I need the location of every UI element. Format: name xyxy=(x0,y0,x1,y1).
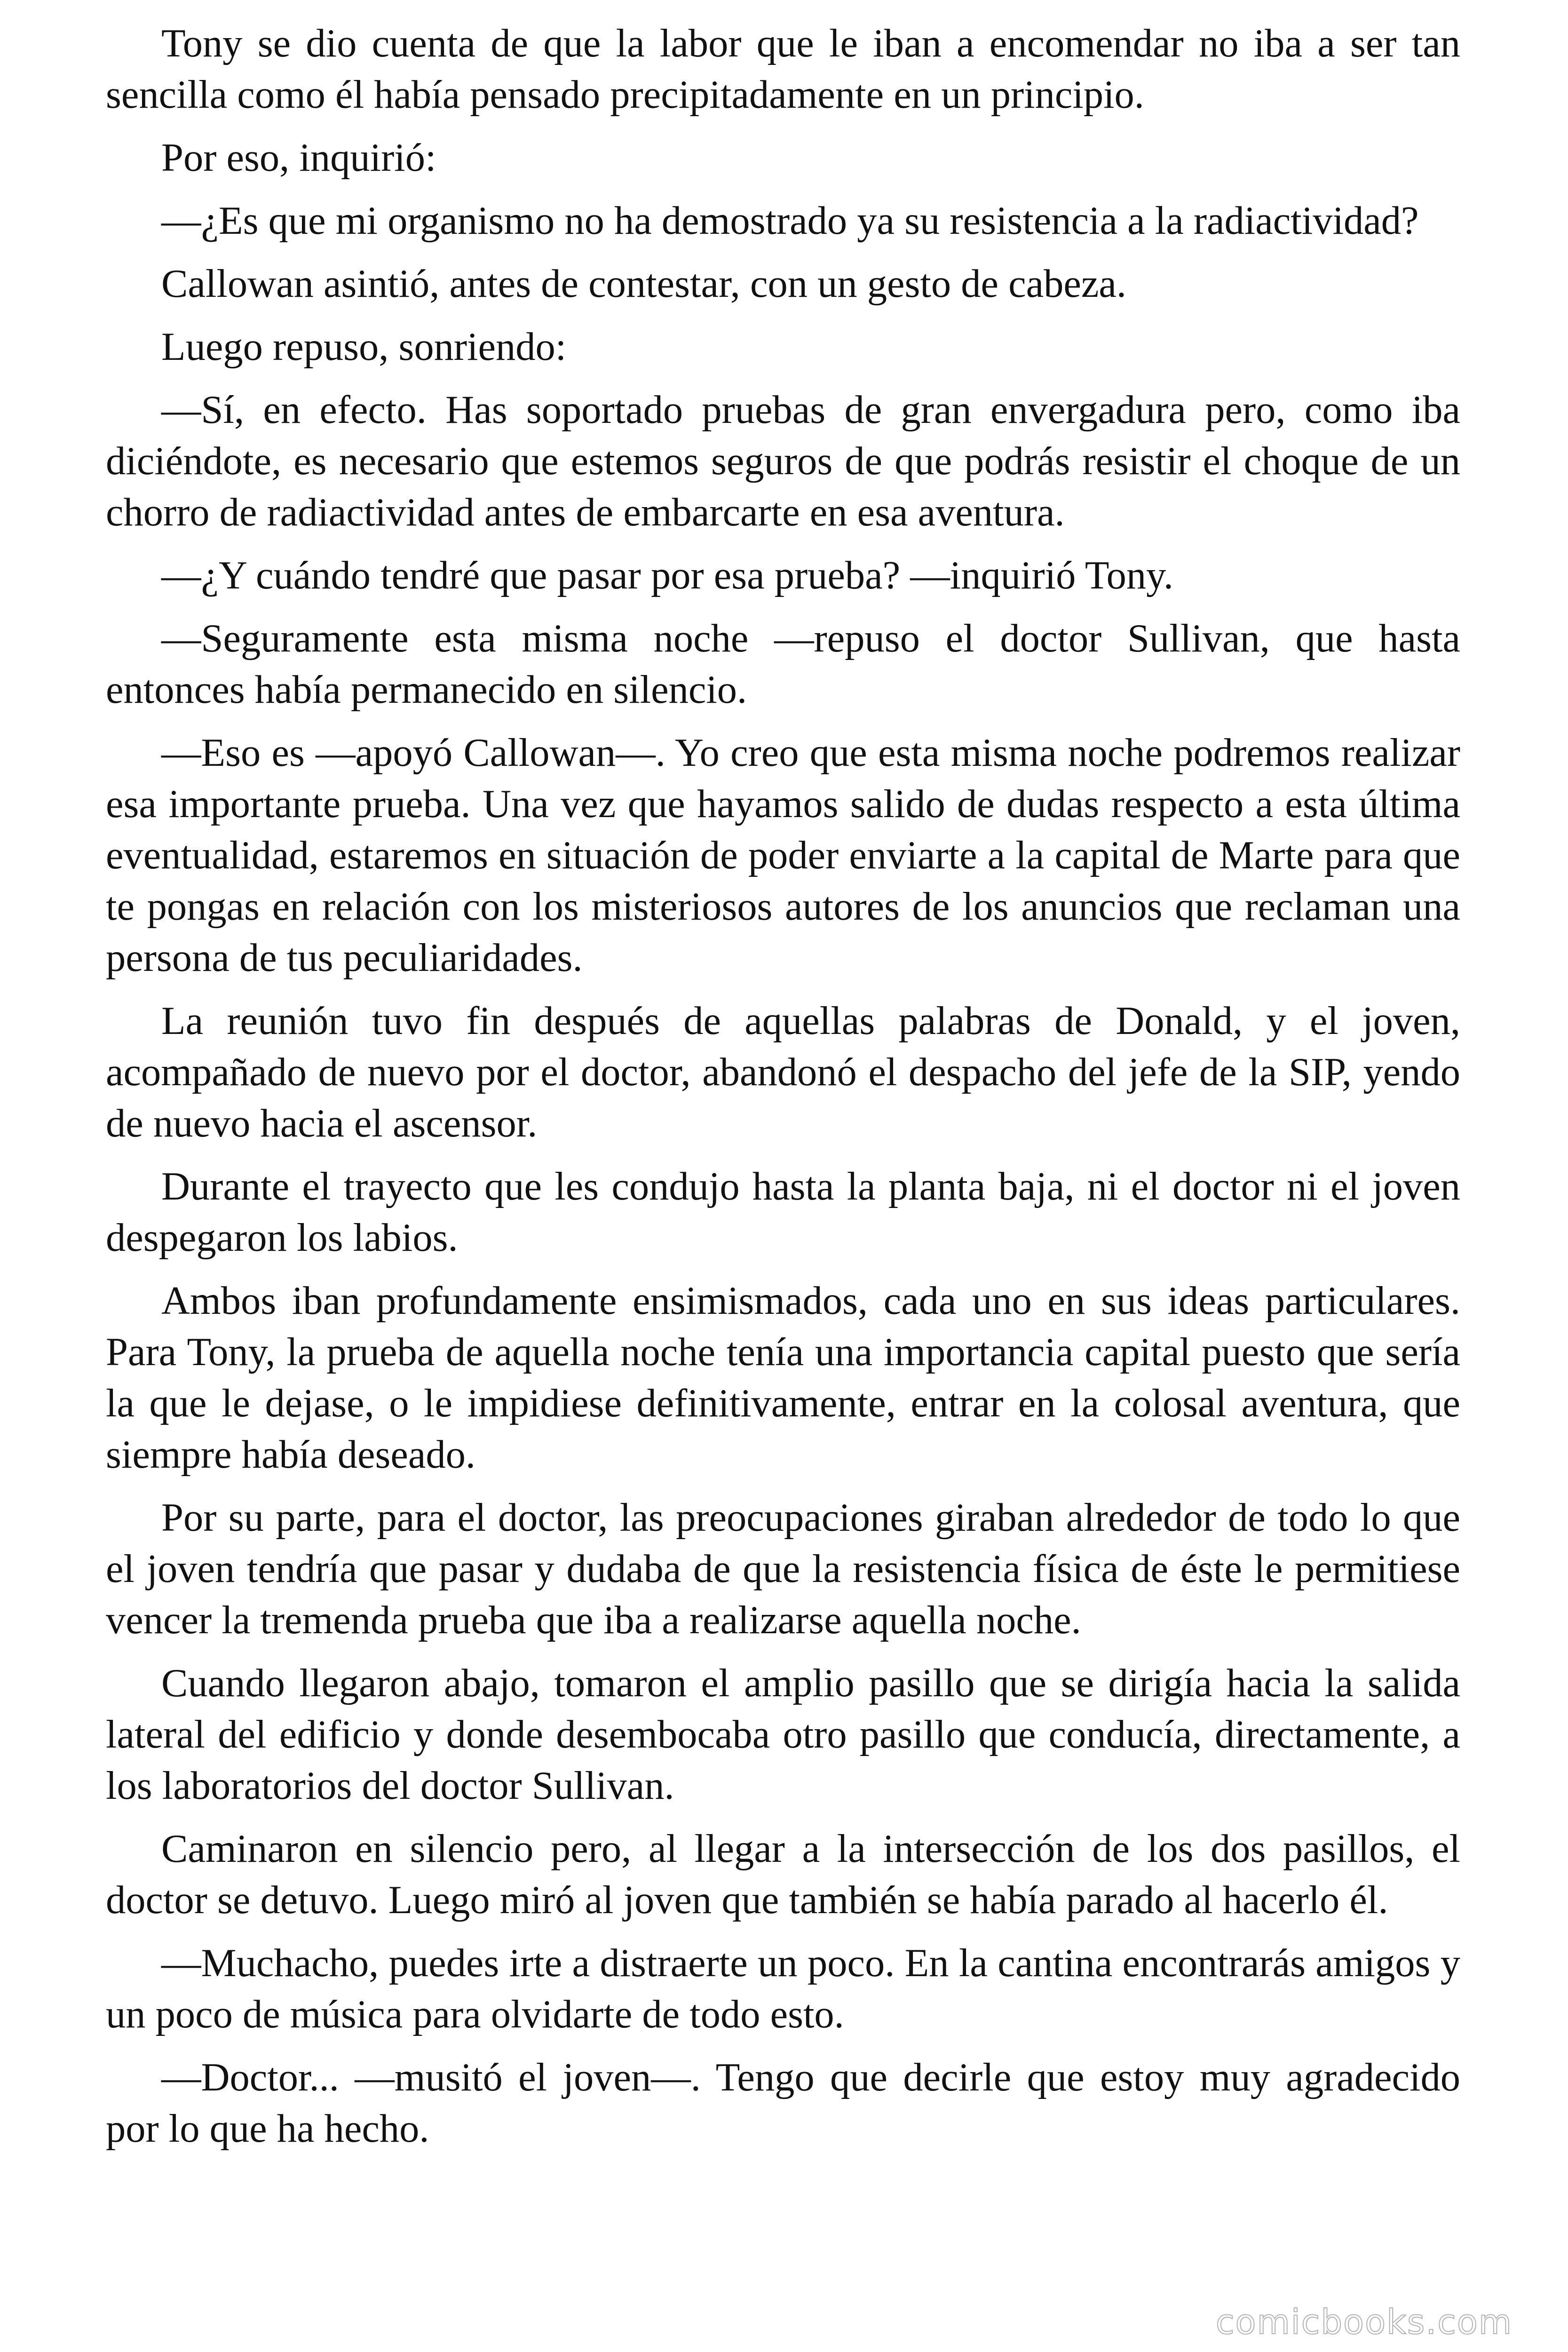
watermark: comicbooks.com xyxy=(1215,2302,1513,2342)
page-body-text xyxy=(106,18,1460,2166)
paragraph: —Sí, en efecto. Has soportado pruebas de gran envergadura pero, como iba diciéndote, es necesario que estemos seguros de que podrás resistir el choque de un chorro de radiactividad antes de embarcarte en esa aventura. xyxy=(106,388,1460,534)
paragraph: —¿Es que mi organismo no ha demostrado ya su resistencia a la radiactividad? xyxy=(161,199,1419,243)
paragraph: —Muchacho, puedes irte a distraerte un poco. En la cantina encontrarás amigos y un poco de música para olvidarte de todo esto. xyxy=(106,1941,1460,2036)
paragraph: —Doctor... —musitó el joven—. Tengo que decirle que estoy muy agradecido por lo que ha hecho. xyxy=(106,2056,1460,2151)
paragraph: Callowan asintió, antes de contestar, con un gesto de cabeza. xyxy=(161,262,1127,306)
paragraph: Por eso, inquirió: xyxy=(161,136,436,180)
paragraph: La reunión tuvo fin después de aquellas palabras de Donald, y el joven, acompañado de nuevo por el doctor, abandonó el despacho del jefe de la SIP, yendo de nuevo hacia el ascensor. xyxy=(106,999,1460,1145)
paragraph: —¿Y cuándo tendré que pasar por esa prueba? —inquirió Tony. xyxy=(161,554,1174,597)
paragraph: Ambos iban profundamente ensimismados, cada uno en sus ideas particulares. Para Tony, la prueba de aquella noche tenía una importancia capital puesto que sería la que le dejase, o le impidiese definitivamente, entrar en la colosal aventura, que siempre había deseado. xyxy=(106,1279,1460,1477)
paragraph: Cuando llegaron abajo, tomaron el amplio pasillo que se dirigía hacia la salida lateral del edificio y donde desembocaba otro pasillo que conducía, directamente, a los laboratorios del doctor Sullivan. xyxy=(106,1661,1460,1808)
paragraph: Caminaron en silencio pero, al llegar a la intersección de los dos pasillos, el doctor se detuvo. Luego miró al joven que también se había parado al hacerlo él. xyxy=(106,1827,1460,1922)
paragraph: —Eso es —apoyó Callowan—. Yo creo que esta misma noche podremos realizar esa importante prueba. Una vez que hayamos salido de dudas respecto a esta última eventualidad, estaremos en situación de poder enviarte a la capital de Marte para que te pongas en relación con los misteriosos autores de los anuncios que reclaman una persona de tus peculiaridades. xyxy=(106,731,1460,980)
paragraph: Luego repuso, sonriendo: xyxy=(161,325,567,369)
paragraph: —Seguramente esta misma noche —repuso el doctor Sullivan, que hasta entonces había permanecido en silencio. xyxy=(106,617,1460,712)
paragraph: Tony se dio cuenta de que la labor que le iban a encomendar no iba a ser tan sencilla como él había pensado precipitadamente en un principio. xyxy=(106,22,1460,117)
paragraph: Por su parte, para el doctor, las preocupaciones giraban alrededor de todo lo que el joven tendría que pasar y dudaba de que la resistencia física de éste le permitiese vencer la tremenda prueba que iba a realizarse aquella noche. xyxy=(106,1496,1460,1642)
paragraph: Durante el trayecto que les condujo hasta la planta baja, ni el doctor ni el joven despegaron los labios. xyxy=(106,1165,1460,1260)
